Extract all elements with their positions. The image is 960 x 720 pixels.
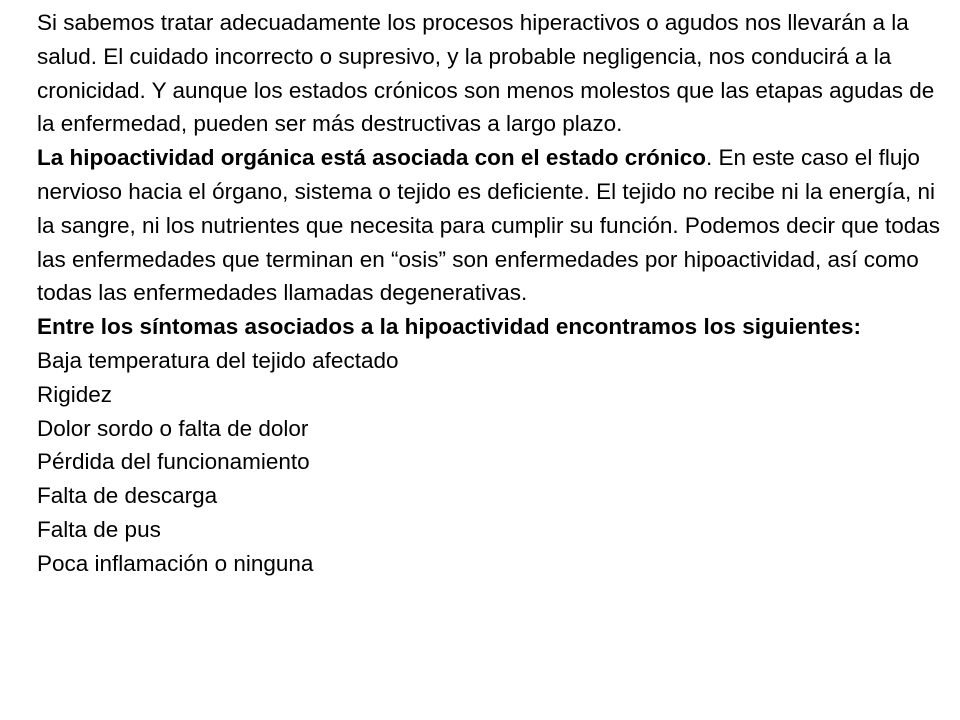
symptom-item: Rigidez	[37, 381, 113, 407]
symptom-item: Falta de descarga	[37, 483, 218, 509]
symptom-item: Dolor sordo o falta de dolor	[37, 415, 309, 441]
paragraph-hypoactivity-bold-lead: La hipoactividad orgánica está asociada con el estado crónico	[37, 145, 706, 171]
symptom-item: Pérdida del funcionamiento	[37, 449, 310, 475]
symptoms-list	[37, 344, 949, 581]
paragraph-hypoactivity-rest: . En este caso el flujo nervioso hacia el órgano, sistema o tejido es deficiente. El tejido no recibe ni la energía, ni la sangre, ni los nutrientes que necesita para cumplir su función. Podemos decir que todas las enfermedades que terminan en “osis” son enfermedades por hipoactividad, así como todas las enfermedades llamadas degenerativas.	[37, 145, 941, 306]
symptom-item: Baja temperatura del tejido afectado	[37, 347, 399, 373]
paragraph-intro: Si sabemos tratar adecuadamente los procesos hiperactivos o agudos nos llevarán a la salud. El cuidado incorrecto o supresivo, y la probable negligencia, nos conducirá a la cronicidad. Y aunque los estados crónicos son menos molestos que las etapas agudas de la enfermedad, pueden ser más destructivas a largo plazo.	[37, 10, 935, 137]
text-block	[37, 6, 949, 581]
symptom-item: Falta de pus	[37, 516, 161, 542]
symptoms-heading: Entre los síntomas asociados a la hipoactividad encontramos los siguientes:	[37, 314, 861, 340]
paragraph-hypoactivity	[37, 141, 949, 310]
symptom-item: Poca inflamación o ninguna	[37, 550, 314, 576]
